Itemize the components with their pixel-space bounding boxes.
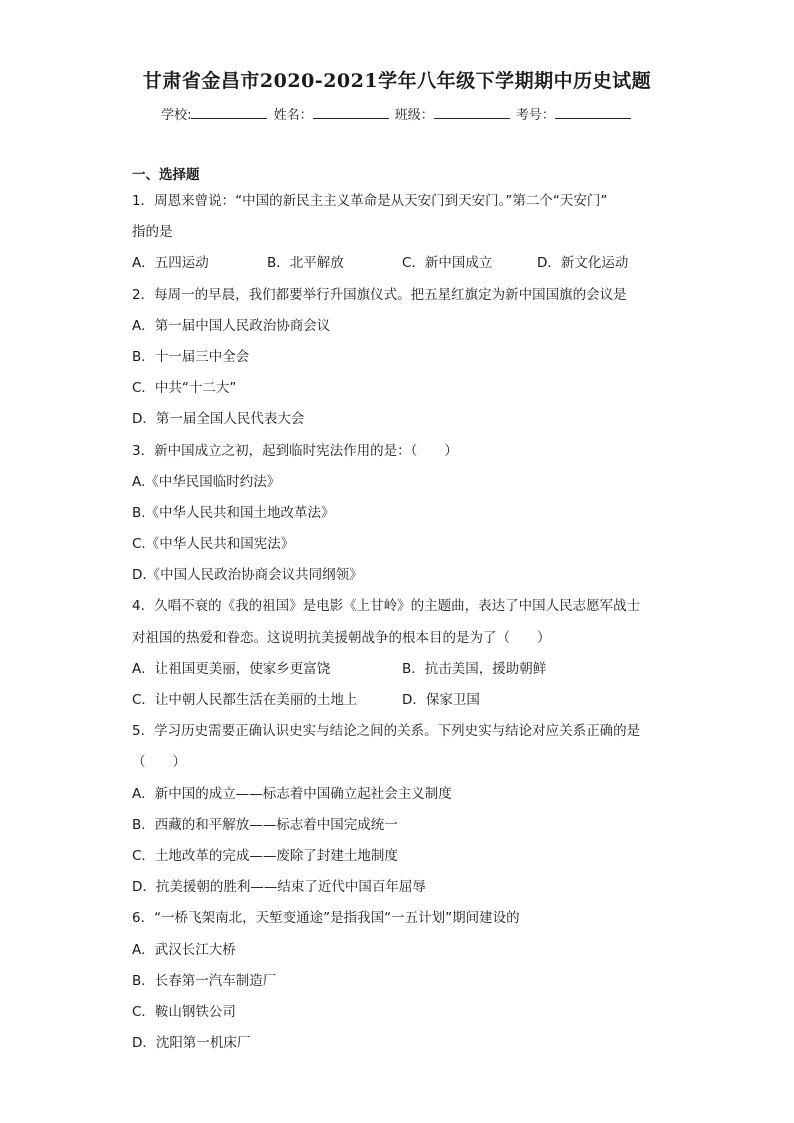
q1-option-b: B．北平解放: [267, 255, 344, 272]
q1-option-a: A．五四运动: [132, 255, 209, 272]
class-blank[interactable]: [434, 105, 510, 119]
school-field: [161, 104, 269, 123]
q3-option-c: C.《中华人民共和国宪法》: [132, 536, 295, 553]
section-heading: 一、选择题: [132, 167, 200, 183]
q1-option-c: C．新中国成立: [402, 255, 493, 272]
q4-option-d: D．保家卫国: [402, 692, 480, 708]
q5-option-c: C．土地改革的完成——废除了封建土地制度: [132, 847, 398, 864]
q1-options: [132, 248, 672, 279]
class-field: [395, 104, 512, 123]
q1-option-d: D．新文化运动: [537, 255, 629, 272]
name-blank[interactable]: [313, 105, 389, 119]
q3-option-d: D.《中国人民政治协商会议共同纲领》: [132, 567, 363, 584]
q5-stem-line2: （ ）: [132, 754, 186, 771]
q5-option-a: A．新中国的成立——标志着中国确立起社会主义制度: [132, 785, 452, 802]
q5-stem-line1: 5．学习历史需要正确认识史实与结论之间的关系。下列史实与结论对应关系正确的是: [132, 723, 641, 740]
q2-stem: 2．每周一的早晨，我们都要举行升国旗仪式。把五星红旗定为新中国国旗的会议是: [132, 286, 627, 303]
q3-option-a: A.《中华民国临时约法》: [132, 473, 281, 490]
page-title: 甘肃省金昌市2020-2021学年八年级下学期期中历史试题: [142, 70, 652, 92]
student-info-row: [0, 104, 794, 123]
q3-option-b: B.《中华人民共和国土地改革法》: [132, 504, 335, 521]
q6-option-c: C．鞍山钢铁公司: [132, 1003, 236, 1020]
q6-stem: 6．“一桥飞架南北，天堑变通途”是指我国“一五计划”期间建设的: [132, 910, 520, 927]
q2-option-c: C．中共“十二大”: [132, 380, 237, 397]
exam-number-label: 考号：: [515, 108, 555, 123]
q5-option-d: D．抗美援朝的胜利——结束了近代中国百年屈辱: [132, 879, 426, 896]
question-list: [132, 164, 672, 1059]
exam-number-blank[interactable]: [555, 105, 631, 119]
q3-stem: 3．新中国成立之初，起到临时宪法作用的是：（ ）: [132, 442, 458, 459]
exam-number-field: [516, 104, 633, 123]
q4-option-c: C．让中朝人民都生活在美丽的土地上: [132, 692, 358, 708]
school-blank[interactable]: [191, 105, 267, 119]
q4-stem-line1: 4．久唱不衰的《我的祖国》是电影《上甘岭》的主题曲，表达了中国人民志愿军战士: [132, 598, 641, 615]
q5-option-b: B．西藏的和平解放——标志着中国完成统一: [132, 816, 398, 833]
class-label: 班级：: [394, 108, 434, 123]
q2-option-d: D．第一届全国人民代表大会: [132, 411, 305, 428]
name-field: [274, 104, 391, 123]
q1-stem-line1: 1．周恩来曾说：“中国的新民主主义革命是从天安门到天安门。”第二个“天安门”: [132, 193, 608, 209]
q4-options-row1: [132, 654, 672, 685]
q4-option-b: B．抗击美国，援助朝鲜: [402, 660, 547, 677]
q2-option-a: A．第一届中国人民政治协商会议: [132, 317, 331, 334]
q6-option-a: A．武汉长江大桥: [132, 941, 236, 958]
school-label: 学校:: [161, 108, 192, 123]
name-label: 姓名：: [273, 108, 313, 123]
q6-option-d: D．沈阳第一机床厂: [132, 1035, 251, 1052]
q1-stem-line2: 指的是: [132, 224, 173, 241]
q2-option-b: B．十一届三中全会: [132, 348, 250, 365]
q4-options-row2: [132, 685, 672, 716]
q4-stem-line2: 对祖国的热爱和眷恋。这说明抗美援朝战争的根本目的是为了（ ）: [132, 629, 551, 646]
q6-option-b: B．长春第一汽车制造厂: [132, 972, 277, 989]
q4-option-a: A．让祖国更美丽，使家乡更富饶: [132, 660, 331, 677]
